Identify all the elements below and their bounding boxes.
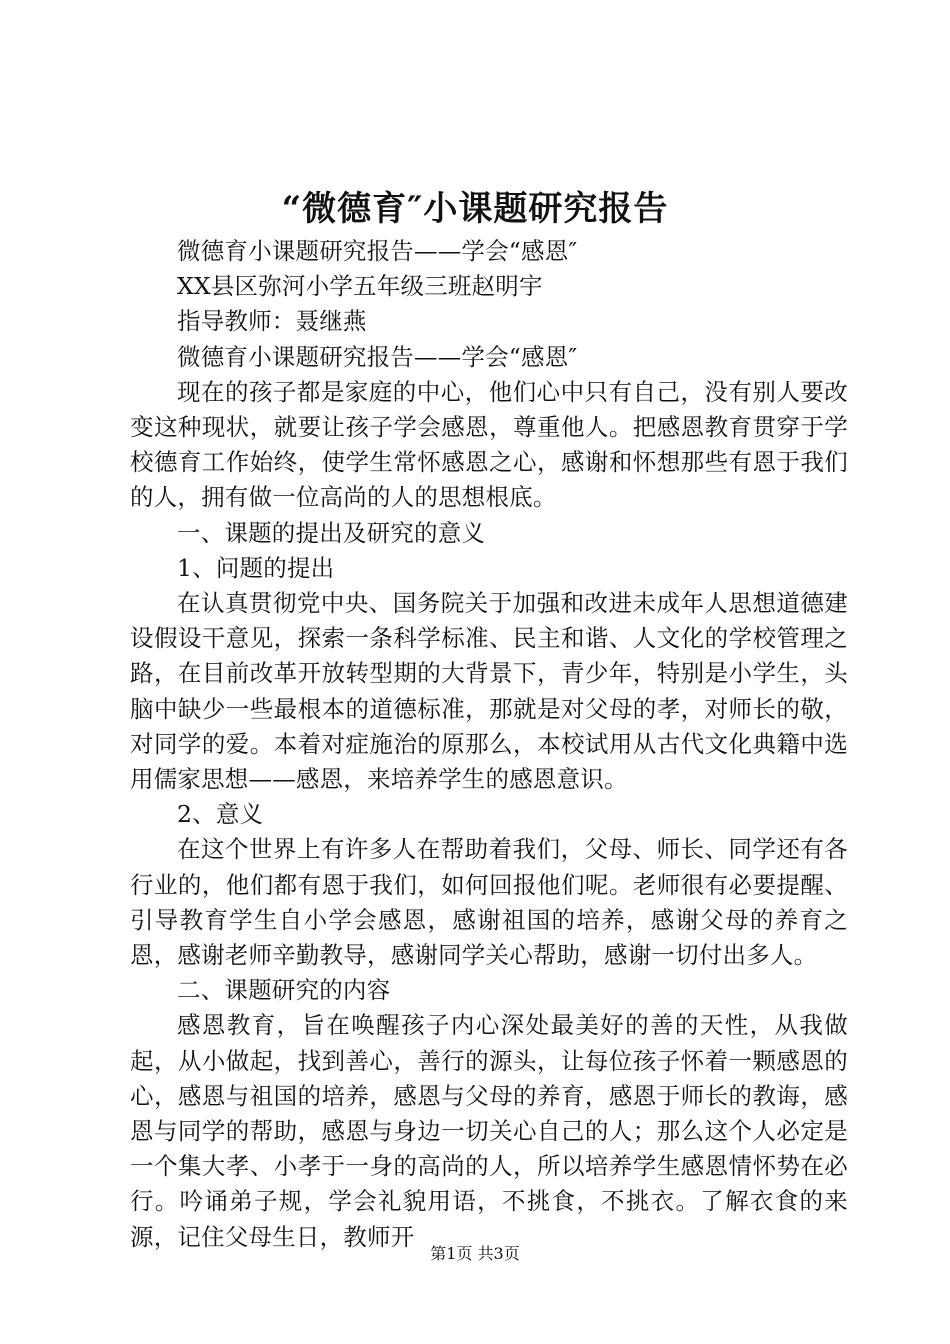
- subsection-heading-1-1: 1、问题的提出: [177, 553, 335, 582]
- paragraph-problem: 在认真贯彻党中央、国务院关于加强和改进未成年人思想道德建设假设干意见，探索一条科学标准、民主和谐、人文化的学校管理之路，在目前改革开放转型期的大背景下，青少年，特别是小学生，头脑中缺少一些最根本的道德标准，那就是对父母的孝，对师长的敬，对同学的爱。本着对症施治的原那么，本校试用从古代文化典籍中选用儒家思想——感恩，来培养学生的感恩意识。: [130, 589, 848, 794]
- paragraph-author: XX县区弥河小学五年级三班赵明宇: [177, 272, 543, 301]
- paragraph-significance: 在这个世界上有许多人在帮助着我们，父母、师长、同学还有各行业的，他们都有恩于我们，如何回报他们呢。老师很有必要提醒、引导教育学生自小学会感恩，感谢祖国的培养，感谢父母的养育之恩，感谢老师辛勤教导，感谢同学关心帮助，感谢一切付出多人。: [130, 835, 848, 970]
- paragraph-content: 感恩教育，旨在唤醒孩子内心深处最美好的善的天性，从我做起，从小做起，找到善心，善行的源头，让每位孩子怀着一颗感恩的心，感恩与祖国的培养，感恩与父母的养育，感恩于师长的教诲，感恩与同学的帮助，感恩与身边一切关心自己的人；那么这个人必定是一个集大孝、小孝于一身的高尚的人，所以培养学生感恩情怀势在必行。吟诵弟子规，学会礼貌用语，不挑食，不挑衣。了解衣食的来源，记住父母生日，教师开: [130, 1011, 848, 1251]
- page-footer: 第1页 共3页: [430, 1244, 520, 1263]
- paragraph-subtitle-repeat: 微德育小课题研究报告——学会“感恩″: [177, 342, 578, 371]
- paragraph-intro: 现在的孩子都是家庭的中心，他们心中只有自己，没有别人要改变这种现状，就要让孩子学会感恩，尊重他人。把感恩教育贯穿于学校德育工作始终，使学生常怀感恩之心，感谢和怀想那些有恩于我们的人，拥有做一位高尚的人的思想根底。: [130, 377, 848, 512]
- section-heading-2: 二、课题研究的内容: [177, 976, 391, 1005]
- document-title: “微德育″小课题研究报告: [281, 189, 669, 229]
- section-heading-1: 一、课题的提出及研究的意义: [177, 518, 486, 547]
- subsection-heading-1-2: 2、意义: [177, 800, 264, 829]
- paragraph-advisor: 指导教师：聂继燕: [177, 307, 367, 336]
- document-body: [130, 234, 848, 1255]
- paragraph-subtitle: 微德育小课题研究报告——学会“感恩″: [177, 237, 578, 265]
